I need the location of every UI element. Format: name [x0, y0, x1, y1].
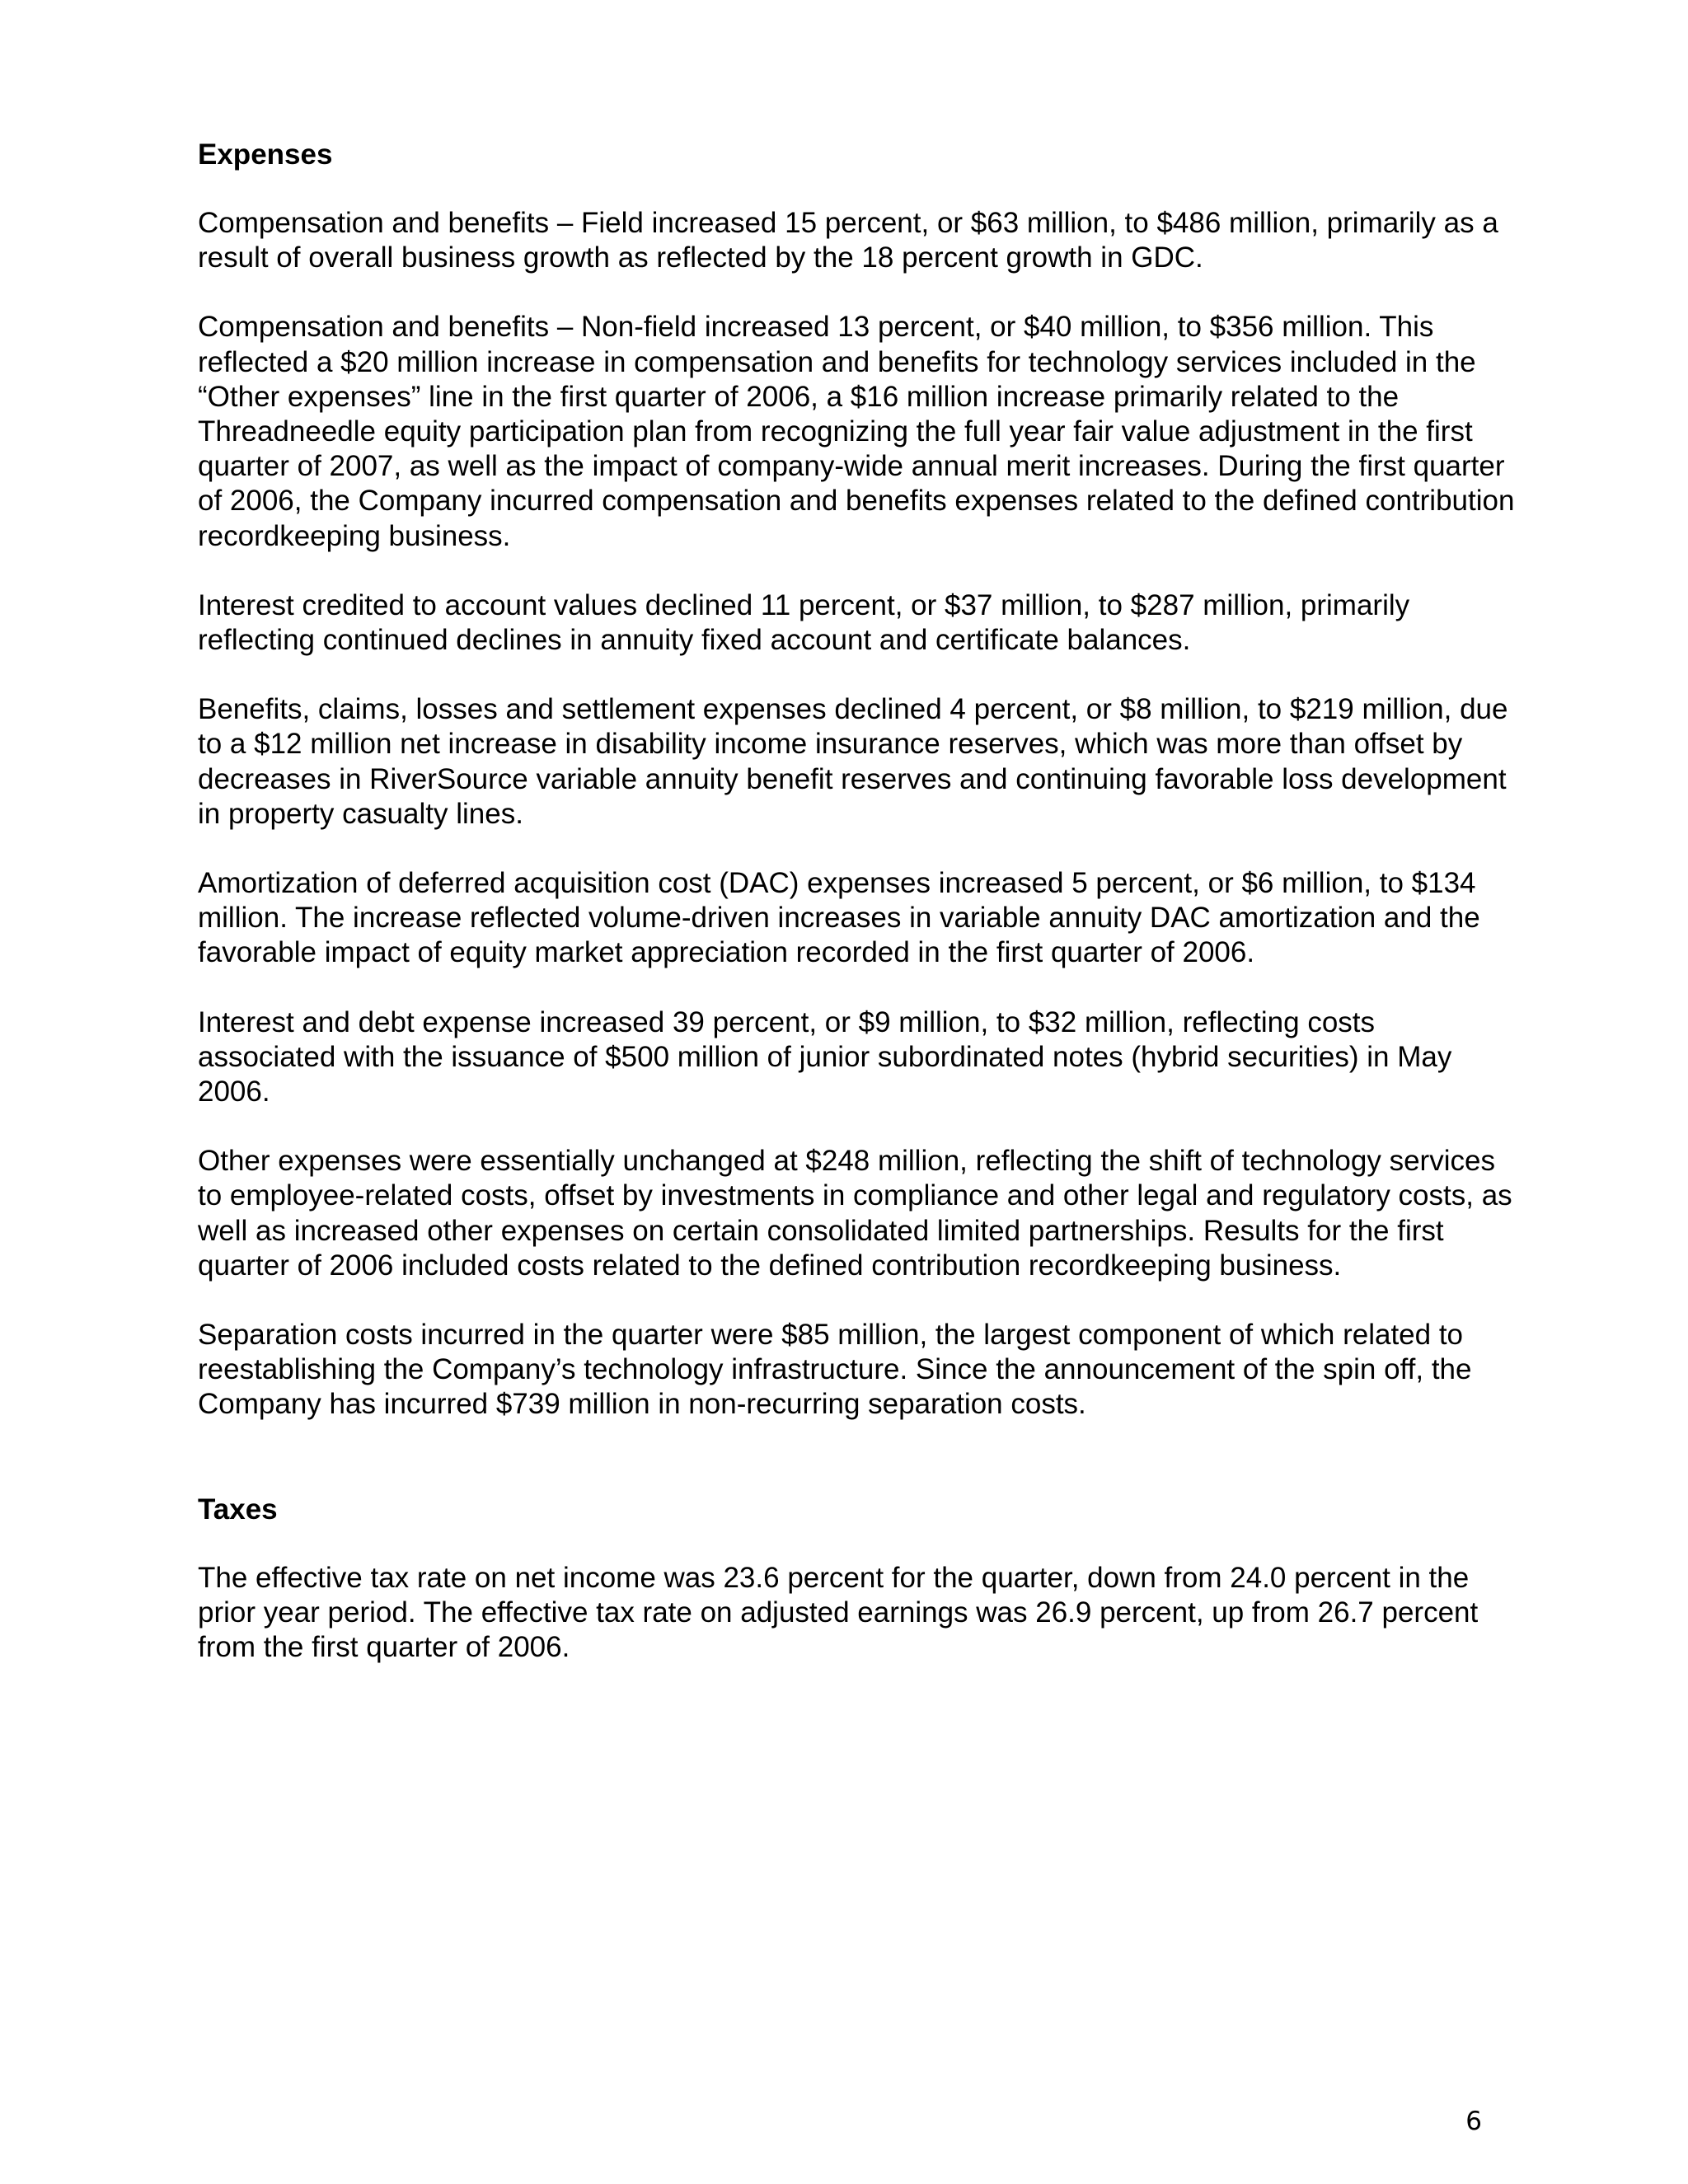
paragraph-effective-tax-rate: The effective tax rate on net income was 23.6 percent for the quarter, down from 24.0 percent in the prior year period. The effective tax rate on adjusted earnings was 26.9 percent, up from 26.7 percent from the first quarter of 2006.: [198, 1561, 1479, 1664]
page-number: 6: [1465, 2107, 1482, 2136]
paragraph-compensation-field: Compensation and benefits – Field increased 15 percent, or $63 million, to $486 million, primarily as a result of overall business growth as reflected by the 18 percent growth in GDC.: [198, 207, 1498, 274]
section-heading-taxes: Taxes: [198, 1493, 278, 1526]
paragraph-benefits-claims: Benefits, claims, losses and settlement expenses declined 4 percent, or $8 million, to $219 million, due to a $12 million net increase in disability income insurance reserves, which was more than offset by decreases in RiverSource variable annuity benefit reserves and continuing favorable loss development in property casualty lines.: [198, 693, 1508, 830]
taxes-section: [198, 1492, 1517, 1666]
paragraph-interest-credited: Interest credited to account values declined 11 percent, or $37 million, to $287 million, primarily reflecting continued declines in annuity fixed account and certificate balances.: [198, 588, 1410, 657]
paragraph-interest-debt: Interest and debt expense increased 39 percent, or $9 million, to $32 million, reflecting costs associated with the issuance of $500 million of junior subordinated notes (hybrid securities) in May 2006.: [198, 1005, 1452, 1108]
expenses-section: [198, 137, 1517, 1422]
document-page: [198, 137, 1517, 1699]
section-heading-expenses: Expenses: [198, 138, 333, 171]
paragraph-other-expenses: Other expenses were essentially unchanged at $248 million, reflecting the shift of technology services to employee-related costs, offset by investments in compliance and other legal and regulatory costs, as well as increased other expenses on certain consolidated limited partnerships. Results for the first quarter of 2006 included costs related to the defined contribution recordkeeping business.: [198, 1145, 1512, 1282]
paragraph-dac-amortization: Amortization of deferred acquisition cost (DAC) expenses increased 5 percent, or $6 million, to $134 million. The increase reflected volume-driven increases in variable annuity DAC amortization and the favorable impact of equity market appreciation recorded in the first quarter of 2006.: [198, 867, 1480, 969]
paragraph-compensation-non-field: Compensation and benefits – Non-field increased 13 percent, or $40 million, to $356 million. This reflected a $20 million increase in compensation and benefits for technology services included in the “Other expenses” line in the first quarter of 2006, a $16 million increase primarily related to the Threadneedle equity participation plan from recognizing the full year fair value adjustment in the first quarter of 2007, as well as the impact of company-wide annual merit increases. During the first quarter of 2006, the Company incurred compensation and benefits expenses related to the defined contribution recordkeeping business.: [198, 311, 1515, 552]
section-spacer: [198, 1457, 1517, 1492]
paragraph-separation-costs: Separation costs incurred in the quarter were $85 million, the largest component of which related to reestablishing the Company’s technology infrastructure. Since the announcement of the spin off, the Company has incurred $739 million in non-recurring separation costs.: [198, 1319, 1472, 1421]
